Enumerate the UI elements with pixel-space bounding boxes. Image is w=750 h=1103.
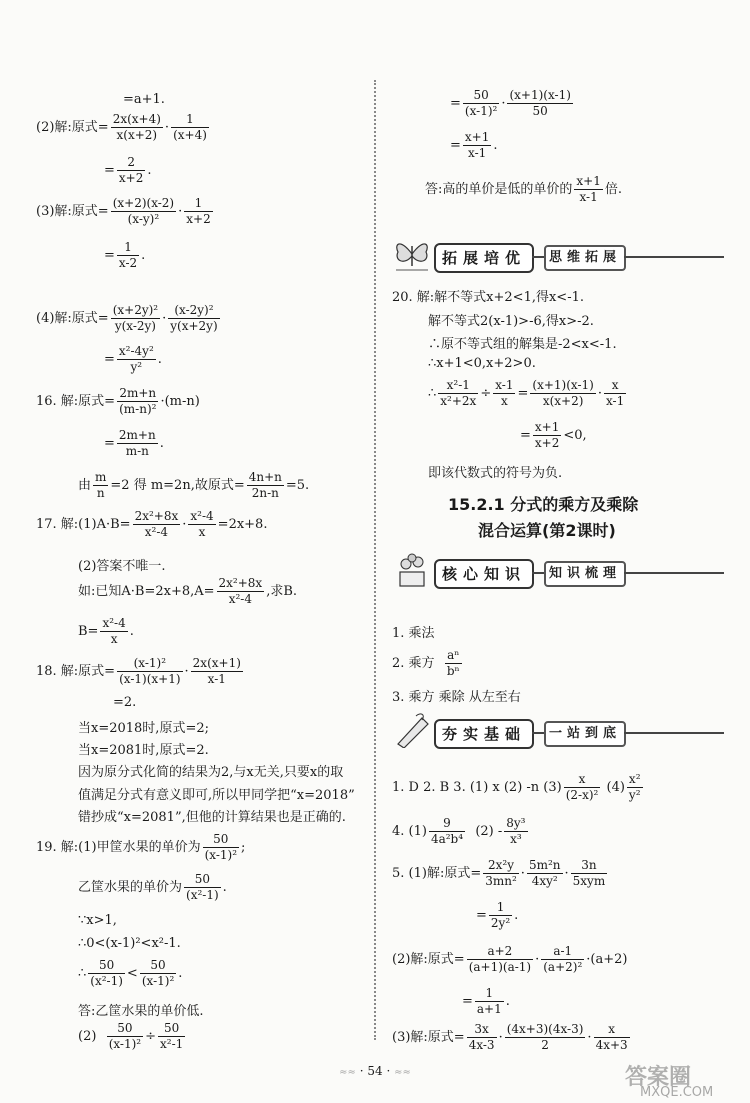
line-r19: = $\frac{1}{a+1}$ . xyxy=(462,986,510,1016)
fraction: $\frac{9}{\text{4a²b⁴}}$ xyxy=(430,816,464,846)
fraction: $\frac{x+1}{x-1}$ xyxy=(576,174,601,204)
fraction: $\frac{2m+n}{\text{(m-n)²}}$ xyxy=(119,386,157,416)
page-number: ≈≈ · 54 · ≈≈ xyxy=(339,1064,411,1078)
line-r07: ∴x+1<0,x+2>0. xyxy=(428,356,536,371)
banner-sub: 一站到底 xyxy=(544,721,626,747)
fraction: $\frac{m}{n}$ xyxy=(95,470,107,500)
line-l07: = $\frac{\text{x²-4y²}}{\text{y²}}$ . xyxy=(104,344,162,374)
fraction: $\frac{50}{\text{(x-1)²}}$ xyxy=(204,832,238,862)
line-r14: 1. D 2. B 3. (1) x (2) -n (3) $\frac{x}{\text{(2-x)²}}$ (4) $\frac{\text{x²}}{\text{y²}}$ xyxy=(392,772,641,802)
banner-tag: 拓展培优 xyxy=(434,243,534,273)
fraction: $\frac{(4x+3)(4x-3)}{2}$ xyxy=(506,1022,584,1052)
banner-sub: 思维拓展 xyxy=(544,245,626,271)
line-l25: ∴0<(x-1)²<x²-1. xyxy=(78,936,181,951)
fraction: $\frac{(x+1)(x-1)}{50}$ xyxy=(509,88,571,118)
fraction: $\frac{x+1}{x+2}$ xyxy=(534,420,560,450)
flower-pot-icon xyxy=(392,552,432,588)
line-r05: 解不等式2(x-1)>-6,得x>-2. xyxy=(428,314,594,329)
line-r01: = $\frac{50}{\text{(x-1)²}}$ · $\frac{(x+1)(x-1)}{50}$ xyxy=(450,88,571,118)
fraction: $\frac{x}{x-1}$ xyxy=(605,378,625,408)
fraction: $\frac{2x(x+1)}{x-1}$ xyxy=(192,656,241,686)
divider xyxy=(532,732,544,734)
banner-tag: 夯实基础 xyxy=(434,719,534,749)
banner-core xyxy=(392,552,730,590)
fraction: $\frac{50}{\text{(x-1)²}}$ xyxy=(464,88,498,118)
line-l10: 由 $\frac{m}{n}$ =2 得 m=2n,故原式= $\frac{4n+n}{2n-n}$ =5. xyxy=(78,470,310,500)
fraction: $\frac{1}{a+1}$ xyxy=(476,986,502,1016)
line-l24: ∵x>1, xyxy=(78,913,117,928)
line-r09: = $\frac{x+1}{x+2}$ <0, xyxy=(520,420,587,450)
line-l13: 如:已知A·B=2x+8,A= $\frac{\text{2x²+8x}}{\text{x²-4}}$ ,求B. xyxy=(78,576,298,606)
line-l14: B= $\frac{\text{x²-4}}{x}$ . xyxy=(78,616,134,646)
line-l05: = $\frac{1}{x-2}$ . xyxy=(104,240,146,270)
line-l27: 答:乙筐水果的单价低. xyxy=(78,1004,204,1019)
fraction: $\frac{\text{2x²y}}{\text{3mn²}}$ xyxy=(485,858,517,888)
line-r02: = $\frac{x+1}{x-1}$ . xyxy=(450,130,498,160)
fraction: $\frac{50}{\text{x²-1}}$ xyxy=(160,1021,184,1051)
line-r16: 5. (1)解:原式= $\frac{\text{2x²y}}{\text{3mn²}}$ · $\frac{\text{5m²n}}{\text{4xy²}}$ · $\frac{3n}{\text{5xym}}$ xyxy=(392,858,606,888)
fraction: $\frac{\text{x²-4}}{x}$ xyxy=(102,616,126,646)
line-l15: 18. 解:原式= $\frac{\text{(x-1)²}}{(x-1)(x+1)}$ · $\frac{2x(x+1)}{x-1}$ xyxy=(36,656,241,686)
fraction: $\frac{1}{x-2}$ xyxy=(118,240,138,270)
banner-extension xyxy=(392,236,730,274)
fraction: $\frac{x}{\text{(2-x)²}}$ xyxy=(565,772,599,802)
fraction: $\frac{x-1}{x}$ xyxy=(495,378,514,408)
fraction: $\frac{x+1}{x-1}$ xyxy=(464,130,490,160)
line-r10: 即该代数式的符号为负. xyxy=(428,466,563,481)
watermark: 答案圈 xyxy=(625,1065,692,1090)
line-l08: 16. 解:原式= $\frac{2m+n}{\text{(m-n)²}}$ ·(m-n) xyxy=(36,386,200,416)
fraction: $\frac{a+2}{(a+1)(a-1)}$ xyxy=(468,944,532,974)
fraction: $\frac{50}{\text{(x²-1)}}$ xyxy=(186,872,219,902)
line-l22: 19. 解:(1)甲筐水果的单价为 $\frac{50}{\text{(x-1)²}}$ ; xyxy=(36,832,246,862)
fraction: $\frac{\text{2x²+8x}}{\text{x²-4}}$ xyxy=(134,509,179,539)
banner-foundation xyxy=(392,712,730,750)
fraction: $\frac{\text{(x-1)²}}{(x-1)(x+1)}$ xyxy=(119,656,181,686)
line-l21: 错抄成“x=2081”,但他的计算结果也是正确的. xyxy=(78,810,346,825)
divider xyxy=(624,572,724,574)
fraction: $\frac{\text{5m²n}}{\text{4xy²}}$ xyxy=(528,858,561,888)
fraction: $\frac{4n+n}{2n-n}$ xyxy=(248,470,282,500)
line-l20: 值满足分式有意义即可,所以甲同学把“x=2018” xyxy=(78,788,355,803)
fraction: $\frac{2x(x+4)}{x(x+2)}$ xyxy=(112,112,161,142)
line-l01: =a+1. xyxy=(123,92,165,107)
section-heading: 15.2.1 分式的乘方及乘除 xyxy=(448,495,639,514)
fraction: $\frac{\text{x²-4y²}}{\text{y²}}$ xyxy=(118,344,154,374)
divider xyxy=(624,732,724,734)
fraction: $\frac{2m+n}{m-n}$ xyxy=(118,428,156,458)
pen-icon xyxy=(392,712,432,748)
fraction: $\frac{\text{x²}}{\text{y²}}$ xyxy=(628,772,641,802)
line-l17: 当x=2018时,原式=2; xyxy=(78,721,209,736)
fraction: $\frac{1}{\text{2y²}}$ xyxy=(490,900,511,930)
line-l19: 因为原分式化简的结果为2,与x无关,只要x的取 xyxy=(78,765,344,780)
fraction: $\frac{3n}{\text{5xym}}$ xyxy=(572,858,606,888)
line-l06: (4)解:原式= $\frac{\text{(x+2y)²}}{y(x-2y)}$ · $\frac{\text{(x-2y)²}}{y(x+2y)}$ xyxy=(36,303,218,333)
fraction: $\frac{(x+1)(x-1)}{x(x+2)}$ xyxy=(532,378,594,408)
fraction: $\frac{\text{2x²+8x}}{\text{x²-4}}$ xyxy=(218,576,263,606)
fraction: $\frac{\text{x²-1}}{\text{x²+2x}}$ xyxy=(440,378,477,408)
line-l16: =2. xyxy=(113,695,137,710)
fraction: $\frac{a-1}{\text{(a+2)²}}$ xyxy=(543,944,583,974)
fraction: $\frac{(x+2)(x-2)}{\text{(x-y)²}}$ xyxy=(112,196,175,226)
line-l12: (2)答案不唯一. xyxy=(78,559,166,574)
line-r04: 20. 解:解不等式x+2<1,得x<-1. xyxy=(392,290,584,305)
banner-tag: 核心知识 xyxy=(434,559,534,589)
section-subheading: 混合运算(第2课时) xyxy=(478,521,616,540)
line-r13: 3. 乘方 乘除 从左至右 xyxy=(392,690,521,705)
divider xyxy=(624,256,724,258)
line-l02: (2)解:原式= $\frac{2x(x+4)}{x(x+2)}$ · $\frac{1}{(x+4)}$ xyxy=(36,112,207,142)
line-l26: ∴ $\frac{50}{\text{(x²-1)}}$ < $\frac{50}{\text{(x-1)²}}$ . xyxy=(78,958,183,988)
fraction: $\frac{2}{x+2}$ xyxy=(118,155,144,185)
butterfly-icon xyxy=(392,236,432,272)
fraction: $\frac{3x}{4x-3}$ xyxy=(468,1022,495,1052)
line-r18: (2)解:原式= $\frac{a+2}{(a+1)(a-1)}$ · $\frac{a-1}{\text{(a+2)²}}$ ·(a+2) xyxy=(392,944,628,974)
fraction: $\frac{1}{x+2}$ xyxy=(186,196,211,226)
fraction: $\frac{50}{\text{(x-1)²}}$ xyxy=(141,958,175,988)
line-l03: = $\frac{2}{x+2}$ . xyxy=(104,155,152,185)
line-r08: ∴ $\frac{\text{x²-1}}{\text{x²+2x}}$ ÷ $\frac{x-1}{x}$ = $\frac{(x+1)(x-1)}{x(x+2)}$ · $\frac{x}{x-1}$ xyxy=(428,378,625,408)
fraction: $\frac{1}{(x+4)}$ xyxy=(173,112,207,142)
watermark-url: MXQE.COM xyxy=(640,1085,714,1100)
banner-sub: 知识梳理 xyxy=(544,561,626,587)
fraction: $\frac{\text{aⁿ}}{\text{bⁿ}}$ xyxy=(446,648,460,678)
fraction: $\frac{\text{(x-2y)²}}{y(x+2y)}$ xyxy=(170,303,218,333)
line-l23: 乙筐水果的单价为 $\frac{50}{\text{(x²-1)}}$ . xyxy=(78,872,227,902)
line-l09: = $\frac{2m+n}{m-n}$ . xyxy=(104,428,164,458)
fraction: $\frac{50}{\text{(x²-1)}}$ xyxy=(90,958,123,988)
line-r11: 1. 乘法 xyxy=(392,626,435,641)
fraction: $\frac{\text{(x+2y)²}}{y(x-2y)}$ xyxy=(112,303,159,333)
fraction: $\frac{\text{8y³}}{\text{x³}}$ xyxy=(506,816,526,846)
line-r17: = $\frac{1}{\text{2y²}}$ . xyxy=(476,900,519,930)
fold-line xyxy=(374,80,376,1040)
line-l28: (2) $\frac{50}{\text{(x-1)²}}$ ÷ $\frac{50}{\text{x²-1}}$ xyxy=(78,1021,184,1051)
divider xyxy=(532,256,544,258)
divider xyxy=(532,572,544,574)
line-l11: 17. 解:(1)A·B= $\frac{\text{2x²+8x}}{\text{x²-4}}$ · $\frac{\text{x²-4}}{x}$ =2x+8. xyxy=(36,509,268,539)
line-r03: 答:高的单价是低的单价的 $\frac{x+1}{x-1}$ 倍. xyxy=(425,174,622,204)
line-r15: 4. (1) $\frac{9}{\text{4a²b⁴}}$ (2) - $\frac{\text{8y³}}{\text{x³}}$ xyxy=(392,816,526,846)
fraction: $\frac{\text{x²-4}}{x}$ xyxy=(190,509,214,539)
line-r06: ∴原不等式组的解集是-2<x<-1. xyxy=(428,337,617,352)
line-l18: 当x=2081时,原式=2. xyxy=(78,743,209,758)
fraction: $\frac{x}{4x+3}$ xyxy=(595,1022,628,1052)
line-r12: 2. 乘方 $\frac{\text{aⁿ}}{\text{bⁿ}}$ xyxy=(392,648,460,678)
line-l04: (3)解:原式= $\frac{(x+2)(x-2)}{\text{(x-y)²}}$ · $\frac{1}{x+2}$ xyxy=(36,196,211,226)
line-r20: (3)解:原式= $\frac{3x}{4x-3}$ · $\frac{(4x+3)(4x-3)}{2}$ · $\frac{x}{4x+3}$ xyxy=(392,1022,628,1052)
fraction: $\frac{50}{\text{(x-1)²}}$ xyxy=(108,1021,142,1051)
